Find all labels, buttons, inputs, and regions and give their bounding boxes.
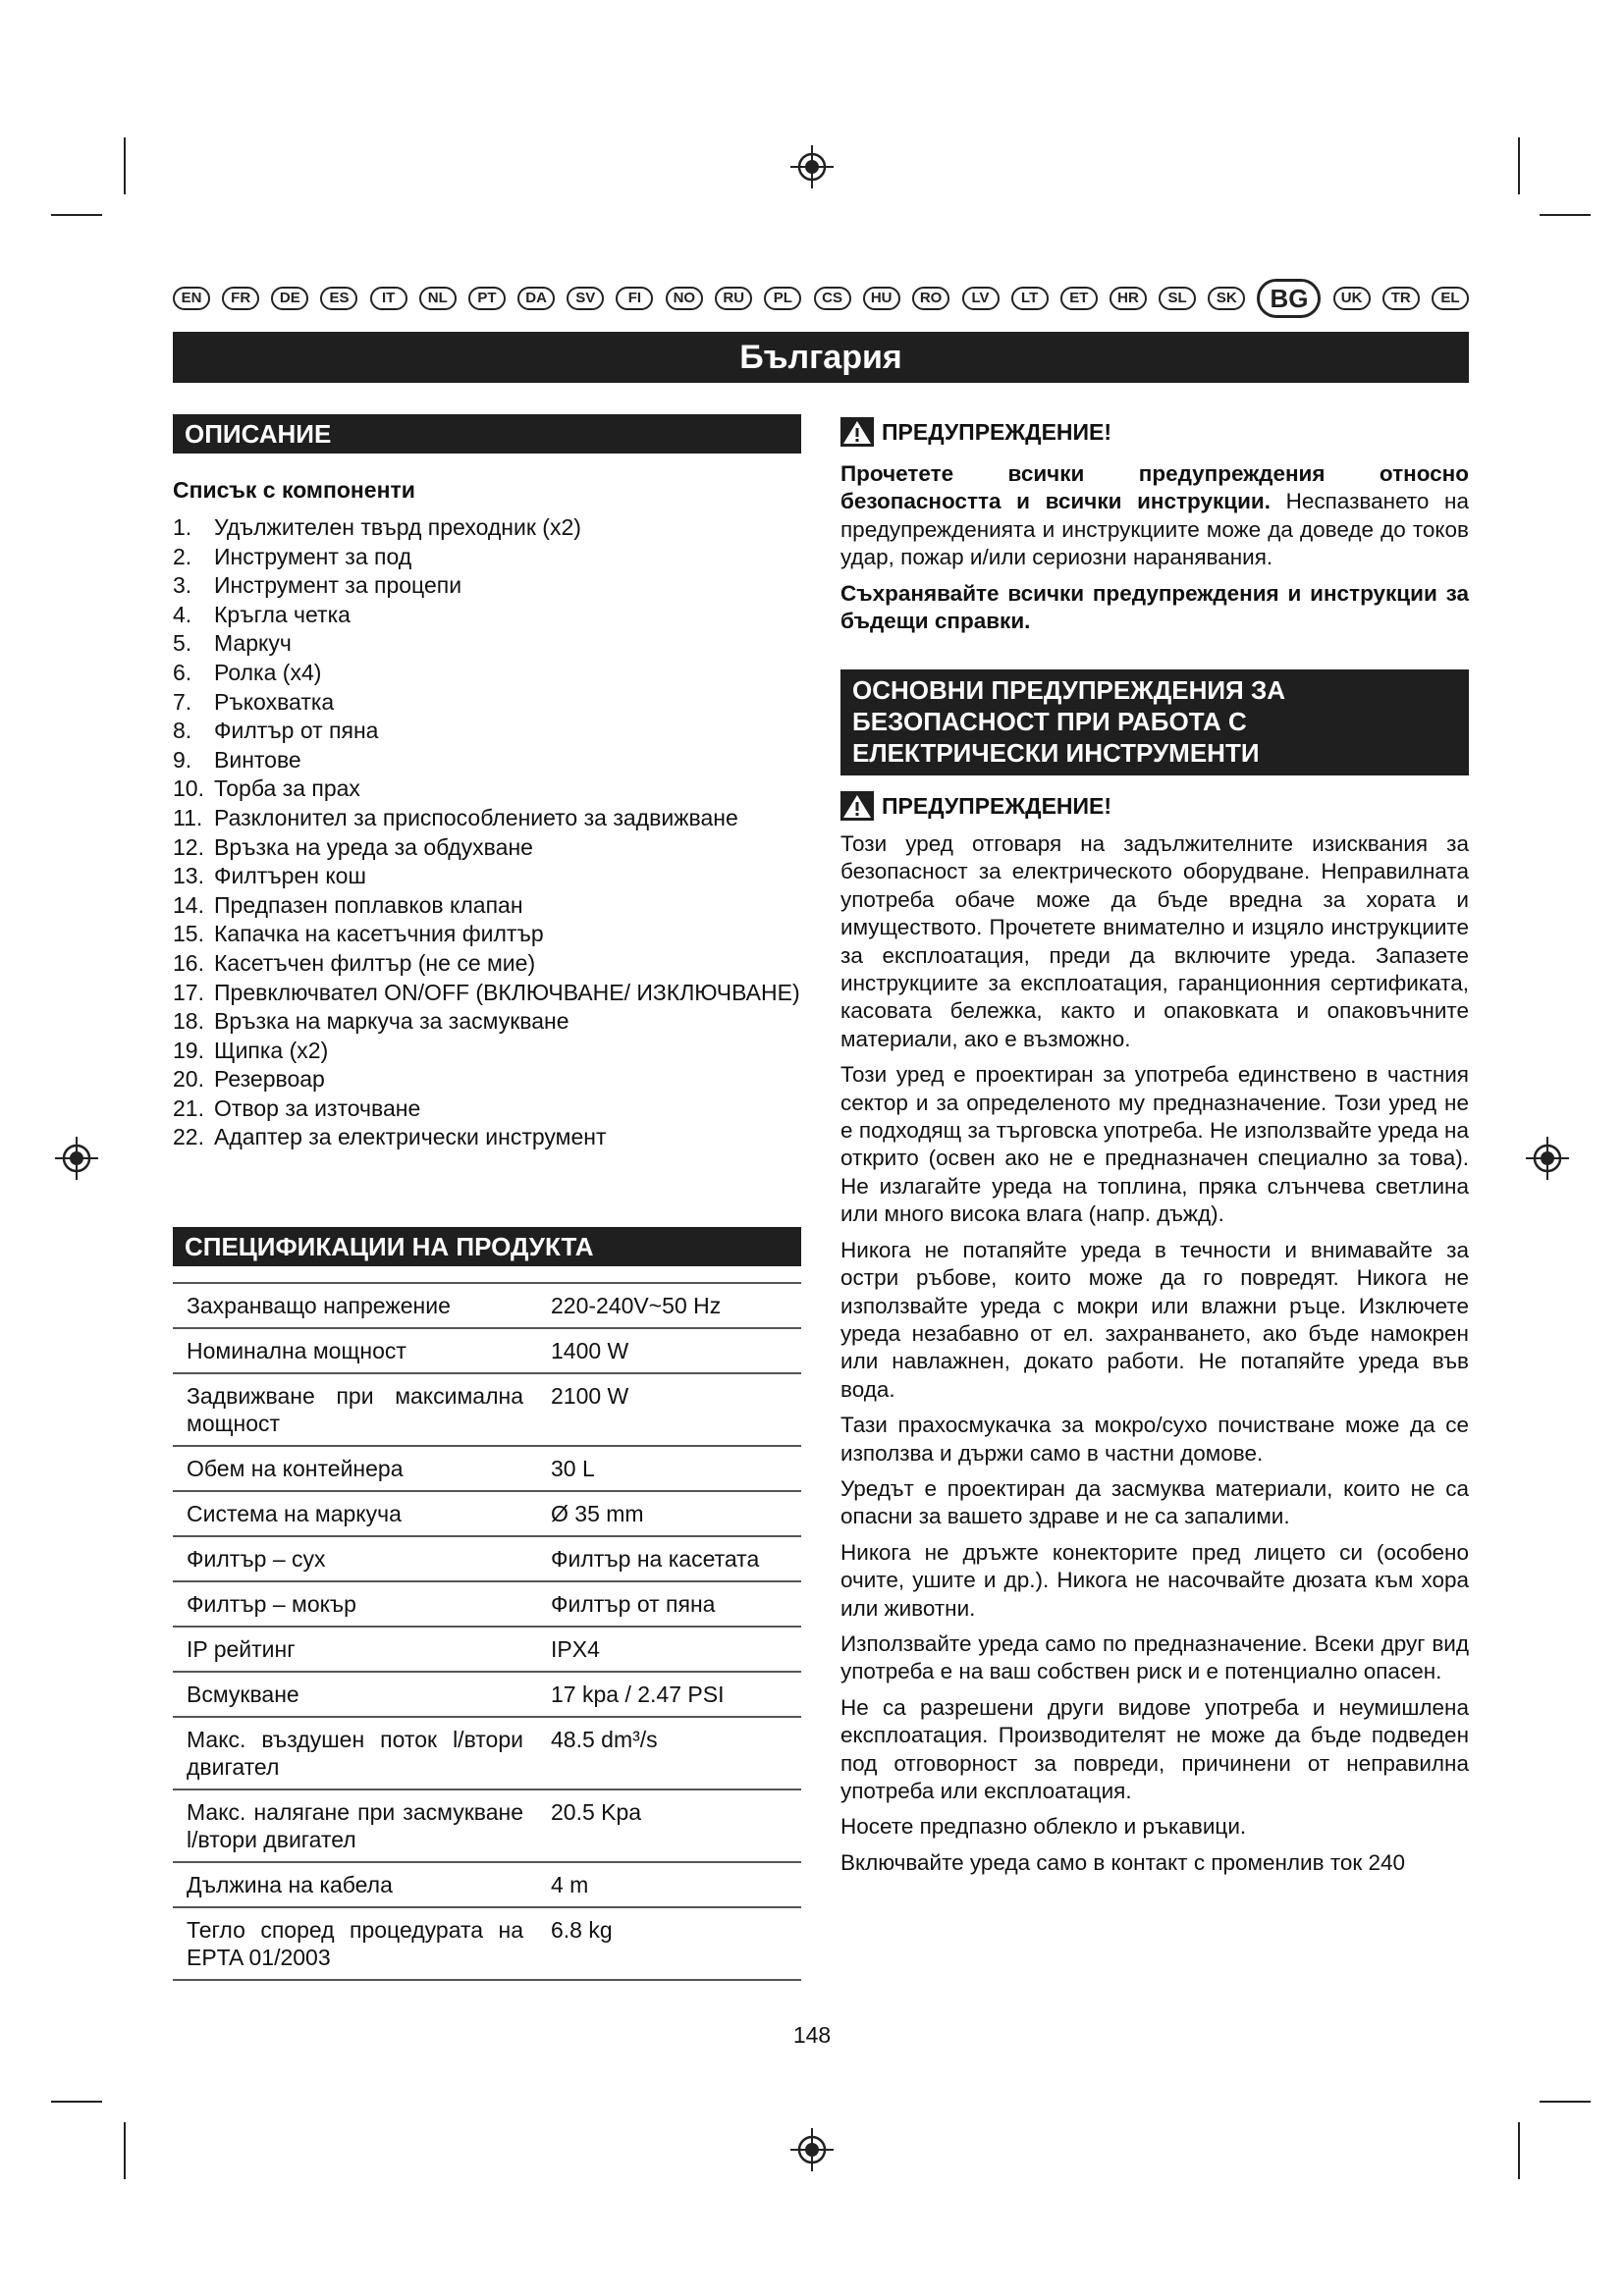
language-pl: PL [764,287,801,310]
table-row [173,1627,801,1672]
language-ru: RU [715,287,752,310]
list-item-text: Торба за прах [214,775,360,802]
spec-value: 6.8 kg [537,1907,801,1980]
list-item-text: Филтър от пяна [214,718,379,744]
components-title: Списък с компоненти [173,477,415,503]
warning-bold-text: Прочетете всички предупреждения относно безопасността и всички инструкции. [840,461,1469,514]
language-da: DA [517,287,555,310]
spec-label: IP рейтинг [173,1627,537,1672]
language-et: ET [1060,287,1098,310]
language-cs: CS [814,287,851,310]
components-list [173,513,801,1152]
list-item-number: 7. [173,688,192,715]
components-section [173,477,801,1152]
list-item-text: Касетъчен филтър (не се мие) [214,949,536,976]
list-item-number: 4. [173,601,192,627]
safety-paragraph: Този уред отговаря на задължителните изисквания за безопасност за електрическото оборудване. Неправилната употреба обаче може да бъде вредна за хората и имуществото. Прочетете внимателно и изцяло инструкциите за експлоатация, преди да включите уреда. Запазете инструкциите за експлоатация, гаранционния сертификата, касовата бележка, както и опаковката и опаковъчните материали, ако е възможно. [840,831,1469,1051]
language-fi: FI [616,287,653,310]
language-hr: HR [1110,287,1147,310]
list-item-number: 2. [173,543,192,569]
list-item [173,804,801,833]
spec-value: Филтър на касетата [537,1536,801,1581]
spec-value: 220-240V~50 Hz [537,1283,801,1328]
list-item-number: 5. [173,630,192,657]
safety-paragraph: Този уред е проектиран за употреба единствено в частния сектор и за определеното му предназначение. Този уред не е подходящ за търговска употреба. Не използвайте уреда на открито (освен ако не е предназначен специално за това). Не излагайте уреда на топлина, пряка слънчева светлина или много висока влага (напр. дъжд). [840,1062,1469,1227]
crop-mark [51,214,102,216]
language-it: IT [370,287,407,310]
warning-heading [840,417,1469,447]
spec-label: Номинална мощност [173,1328,537,1373]
spec-label: Дължина на кабела [173,1862,537,1907]
spec-value: 4 m [537,1862,801,1907]
list-item [173,1037,801,1066]
language-lt: LT [1011,287,1049,310]
safety-paragraph: Включвайте уреда само в контакт с променлив ток 240 [840,1849,1406,1875]
list-item [173,1123,801,1152]
list-item [173,1007,801,1037]
warning-text: Неспазването на предупрежденията и инструкциите може да доведе до токов удар, пожар и/или сериозни наранявания. [840,489,1469,570]
list-item-number: 1. [173,514,192,540]
list-item [173,949,801,979]
crop-mark [124,2122,126,2179]
list-item [173,1065,801,1095]
registration-mark-icon [790,145,834,188]
table-row [173,1373,801,1446]
list-item-number: 8. [173,718,192,744]
safety-heading-line: ЕЛЕКТРИЧЕСКИ ИНСТРУМЕНТИ [852,738,1260,768]
spec-value: Ø 35 mm [537,1491,801,1536]
safety-paragraph: Използвайте уреда само по предназначение. Всеки друг вид употреба е на ваш собствен риск и е потенциално опасен. [840,1630,1469,1684]
spec-label: Филтър – мокър [173,1581,537,1627]
list-item [173,688,801,718]
list-item-text: Кръгла четка [214,601,351,627]
list-item [173,1095,801,1124]
safety-heading [840,669,1469,775]
warning-bold-text: Съхранявайте всички предупреждения и инструкции за бъдещи справки. [840,580,1469,634]
spec-value: 20.5 Kpa [537,1789,801,1862]
language-lv: LV [962,287,1000,310]
spec-value: 48.5 dm³/s [537,1717,801,1789]
spec-label: Макс. налягане при засмукване l/втори двигател [173,1789,537,1862]
language-fr: FR [222,287,259,310]
language-el: EL [1432,287,1469,310]
language-es: ES [320,287,357,310]
list-item-text: Удължителен твърд преходник (x2) [214,514,581,540]
table-row [173,1283,801,1328]
spec-label: Обем на контейнера [173,1446,537,1491]
spec-value: 17 kpa / 2.47 PSI [537,1672,801,1717]
list-item [173,717,801,746]
language-tr: TR [1382,287,1420,310]
spec-label: Филтър – сух [173,1536,537,1581]
list-item-number: 6. [173,659,192,685]
table-row [173,1491,801,1536]
spec-label: Система на маркуча [173,1491,537,1536]
list-item-text: Щипка (x2) [214,1037,329,1063]
spec-label: Тегло според процедурата на EPTA 01/2003 [173,1907,537,1980]
specs-section [173,1282,801,1981]
list-item-text: Винтове [214,746,301,773]
list-item [173,543,801,572]
language-ro: RO [912,287,950,310]
safety-paragraph: Никога не потапяйте уреда в течности и внимавайте за остри ръбове, които може да го повредят. Никога не използвайте уреда с мокри или влажни ръце. Изключете уреда незабавно от ел. захранването, ако бъде намокрен или навлажнен, докато работи. Не потапяйте уреда във вода. [840,1237,1469,1402]
language-pt: PT [468,287,506,310]
spec-label: Макс. въздушен поток l/втори двигател [173,1717,537,1789]
spec-value: 2100 W [537,1373,801,1446]
safety-paragraph: Не са разрешени други видове употреба и неумишлена експлоатация. Производителят не може да бъде подведен под отговорност за повреди, причинени от неправилна употреба или експлоатация. [840,1694,1469,1803]
language-selector [173,279,1469,318]
list-item [173,513,801,543]
spec-value: IPX4 [537,1627,801,1672]
page-title: България [173,332,1469,383]
table-row [173,1862,801,1907]
language-bg: BG [1257,279,1321,318]
table-row [173,1581,801,1627]
spec-value: Филтър от пяна [537,1581,801,1627]
list-item-text: Маркуч [214,630,292,657]
list-item-text: Връзка на маркуча за засмукване [214,1008,569,1035]
list-item-text: Разклонител за приспособлението за задвижване [214,804,738,830]
registration-mark-icon [790,2128,834,2171]
list-item-text: Резервоар [214,1066,325,1093]
safety-heading-line: БЕЗОПАСНОСТ ПРИ РАБОТА С [852,707,1247,736]
list-item [173,862,801,891]
list-item-text: Капачка на касетъчния филтър [214,921,544,947]
table-row [173,1717,801,1789]
list-item-text: Адаптер за електрически инструмент [214,1124,607,1150]
list-item-number: 18. [173,1008,204,1035]
list-item-number: 11. [173,804,203,830]
spec-value: 30 L [537,1446,801,1491]
page-number: 148 [792,2022,832,2048]
list-item-number: 3. [173,572,192,599]
warning-label: ПРЕДУПРЕЖДЕНИЕ! [882,792,1112,819]
warning-paragraph [840,580,1469,636]
list-item-number: 21. [173,1095,204,1121]
warning-paragraph [840,460,1469,572]
spec-label: Всмукване [173,1672,537,1717]
list-item-number: 12. [173,833,204,860]
warning-section [840,417,1469,635]
list-item-text: Връзка на уреда за обдухване [214,833,533,860]
language-en: EN [173,287,210,310]
list-item [173,746,801,775]
crop-mark [51,2101,102,2103]
safety-paragraph: Носете предпазно облекло и ръкавици. [840,1814,1247,1840]
list-item-number: 10. [173,775,204,802]
crop-mark [1540,2101,1591,2103]
description-heading: ОПИСАНИЕ [173,414,801,454]
list-item-text: Инструмент за под [214,543,412,569]
safety-section [840,791,1469,1885]
list-item [173,571,801,601]
warning-triangle-icon [840,417,874,447]
list-item-number: 17. [173,979,204,1005]
list-item [173,774,801,804]
crop-mark [124,137,126,194]
language-de: DE [271,287,308,310]
language-nl: NL [419,287,457,310]
list-item [173,833,801,863]
list-item-text: Филтърен кош [214,863,366,889]
list-item [173,891,801,921]
registration-mark-icon [55,1137,98,1180]
crop-mark [1518,137,1520,194]
list-item-number: 22. [173,1124,204,1150]
table-row [173,1789,801,1862]
list-item-text: Инструмент за процепи [214,572,462,599]
language-sk: SK [1208,287,1245,310]
list-item-number: 14. [173,891,204,918]
list-item-number: 13. [173,863,204,889]
safety-paragraph: Тази прахосмукачка за мокро/сухо почистване може да се използва и държи само в частни домове. [840,1413,1469,1466]
list-item-text: Отвор за източване [214,1095,421,1121]
list-item-number: 19. [173,1037,204,1063]
language-hu: HU [863,287,900,310]
table-row [173,1328,801,1373]
table-row [173,1446,801,1491]
language-sl: SL [1159,287,1196,310]
language-sv: SV [567,287,604,310]
specs-heading: СПЕЦИФИКАЦИИ НА ПРОДУКТА [173,1227,801,1266]
safety-heading-line: ОСНОВНИ ПРЕДУПРЕЖДЕНИЯ ЗА [852,675,1286,705]
safety-paragraph: Уредът е проектиран да засмуква материали, които не са опасни за вашето здраве и не са запалими. [840,1475,1469,1529]
list-item-text: Ръкохватка [214,688,335,715]
list-item [173,629,801,659]
list-item-text: Предпазен поплавков клапан [214,891,523,918]
safety-paragraph: Никога не дръжте конекторите пред лицето си (особено очите, ушите и др.). Никога не насочвайте дюзата към хора или животни. [840,1539,1469,1621]
list-item [173,979,801,1008]
list-item-number: 16. [173,949,204,976]
list-item-text: Ролка (x4) [214,659,322,685]
list-item-number: 15. [173,921,204,947]
language-no: NO [666,287,704,310]
list-item-text: Превключвател ON/OFF (ВКЛЮЧВАНЕ/ ИЗКЛЮЧВАНЕ) [214,979,800,1005]
warning-heading [840,791,1469,821]
list-item [173,920,801,949]
spec-label: Захранващо напрежение [173,1283,537,1328]
crop-mark [1518,2122,1520,2179]
registration-mark-icon [1526,1137,1569,1180]
specs-table [173,1282,801,1981]
language-uk: UK [1333,287,1371,310]
warning-triangle-icon [840,791,874,821]
list-item-number: 9. [173,746,192,773]
table-row [173,1536,801,1581]
list-item-number: 20. [173,1066,204,1093]
list-item [173,659,801,688]
table-row [173,1907,801,1980]
crop-mark [1540,214,1591,216]
table-row [173,1672,801,1717]
list-item [173,601,801,630]
spec-label: Задвижване при максимална мощност [173,1373,537,1446]
spec-value: 1400 W [537,1328,801,1373]
warning-label: ПРЕДУПРЕЖДЕНИЕ! [882,418,1112,445]
